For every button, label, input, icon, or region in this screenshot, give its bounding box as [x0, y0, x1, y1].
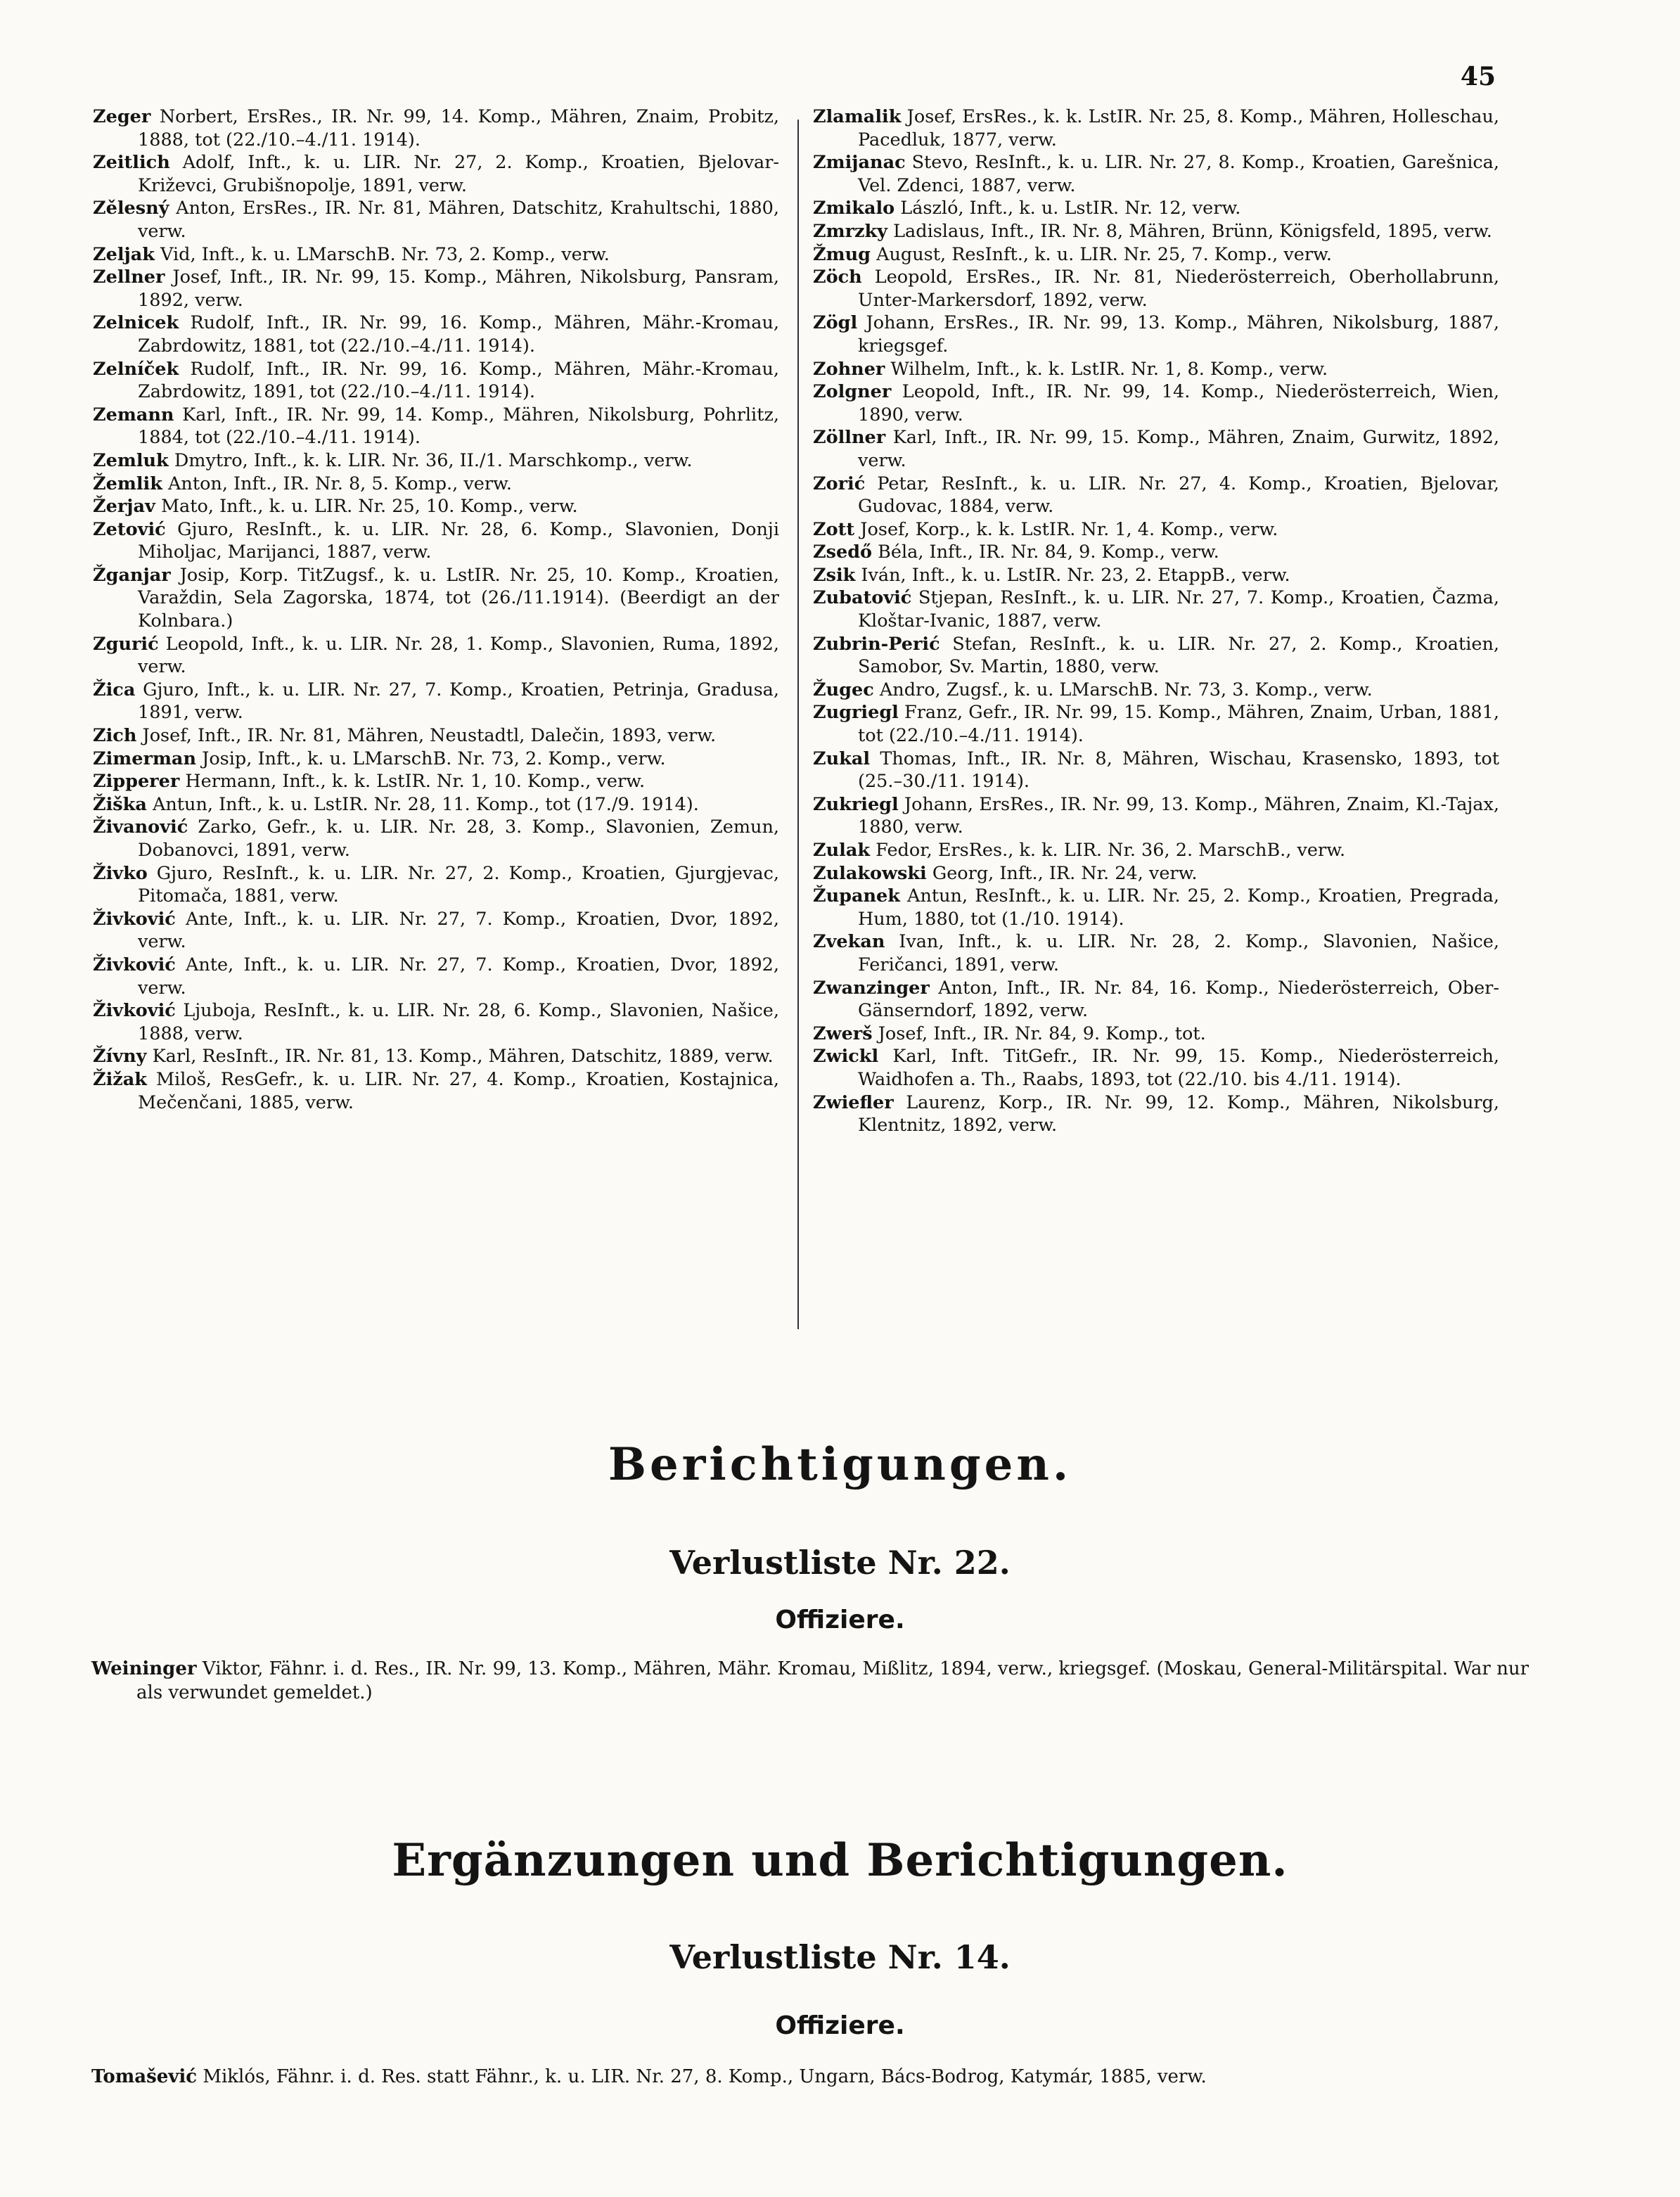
entry-name: Zeger — [93, 106, 151, 127]
entry-name: Živković — [93, 1000, 176, 1022]
list-item — [813, 358, 1499, 381]
entry-text: Karl, Inft., IR. Nr. 99, 14. Komp., Mähren, Nikolsburg, Pohrlitz, 1884, tot (22./10.–4./11. 1914). — [138, 404, 779, 449]
list-item — [93, 816, 779, 861]
list-item — [813, 151, 1499, 197]
list-item — [813, 518, 1499, 542]
entry-name: Zellner — [93, 267, 165, 288]
entry-text: Ladislaus, Inft., IR. Nr. 8, Mähren, Brünn, Königsfeld, 1895, verw. — [887, 220, 1492, 242]
list-item — [93, 862, 779, 908]
entry-name: Zeljak — [93, 243, 155, 265]
section-title-berichtigungen: Berichtigungen. — [608, 1438, 1072, 1491]
entry-name: Zubrin-Perić — [813, 633, 940, 655]
page-number: 45 — [1460, 62, 1496, 91]
entry-text: Antun, Inft., k. u. LstIR. Nr. 28, 11. Komp., tot (17./9. 1914). — [146, 793, 699, 815]
entry-text: Fedor, ErsRes., k. k. LIR. Nr. 36, 2. MarschB., verw. — [870, 840, 1346, 861]
entry-name: Zwanzinger — [813, 977, 930, 999]
list-item — [813, 862, 1499, 885]
entry-text: Wilhelm, Inft., k. k. LstIR. Nr. 1, 8. Komp., verw. — [885, 358, 1328, 380]
entry-text: Josef, Korp., k. k. LstIR. Nr. 1, 4. Komp., verw. — [854, 518, 1278, 540]
entry-name: Zott — [813, 518, 855, 540]
entry-name: Zmijanac — [813, 152, 906, 174]
list-item — [93, 312, 779, 357]
entry-name: Zeitlich — [93, 152, 170, 174]
list-item — [93, 518, 779, 564]
list-item — [93, 358, 779, 404]
entry-text: Stefan, ResInft., k. u. LIR. Nr. 27, 2. Komp., Kroatien, Samobor, Sv. Martin, 1880, verw. — [858, 633, 1499, 678]
list-item — [813, 633, 1499, 679]
entry-text: Zarko, Gefr., k. u. LIR. Nr. 28, 3. Komp., Slavonien, Zemun, Dobanovci, 1891, verw. — [138, 816, 779, 861]
entry-name: Zmikalo — [813, 198, 895, 219]
list-item — [813, 793, 1499, 839]
list-item — [813, 587, 1499, 632]
entry-text: Norbert, ErsRes., IR. Nr. 99, 14. Komp., Mähren, Znaim, Probitz, 1888, tot (22./10.–4./11. 1914). — [138, 106, 779, 150]
entry-text: Johann, ErsRes., IR. Nr. 99, 13. Komp., Mähren, Znaim, Kl.-Tajax, 1880, verw. — [858, 793, 1499, 838]
entry-text: Ante, Inft., k. u. LIR. Nr. 27, 7. Komp., Kroatien, Dvor, 1892, verw. — [138, 954, 779, 999]
entry-name: Živanović — [93, 816, 188, 838]
right-column — [813, 105, 1499, 1137]
entry-name: Zlamalik — [813, 106, 902, 127]
list-item — [813, 1045, 1499, 1091]
list-item — [813, 426, 1499, 472]
entry-text: Leopold, ErsRes., IR. Nr. 81, Niederösterreich, Oberhollabrunn, Unter-Markersdorf, 1892, verw. — [858, 267, 1499, 311]
entry-text: Dmytro, Inft., k. k. LIR. Nr. 36, II./1. Marschkomp., verw. — [168, 449, 693, 471]
list-item — [813, 473, 1499, 518]
entry-name: Žiška — [93, 793, 147, 815]
list-item — [93, 999, 779, 1045]
entry-text: Gjuro, Inft., k. u. LIR. Nr. 27, 7. Komp., Kroatien, Petrinja, Gradusa, 1891, verw. — [135, 679, 779, 724]
entry-name: Zögl — [813, 312, 858, 334]
list-item — [813, 701, 1499, 747]
entry-name: Žganjar — [93, 564, 171, 586]
entry-text: Hermann, Inft., k. k. LstIR. Nr. 1, 10. Komp., verw. — [179, 771, 646, 793]
entry-name: Živković — [93, 908, 176, 930]
entry-text: Leopold, Inft., IR. Nr. 99, 14. Komp., Niederösterreich, Wien, 1890, verw. — [858, 381, 1499, 425]
list-item — [93, 197, 779, 243]
entry-text: Josip, Korp. TitZugsf., k. u. LstIR. Nr. 25, 10. Komp., Kroatien, Varaždin, Sela Zagorska, 1874, tot (26./11.1914). (Beerdigt an der Kolnbara.) — [138, 564, 779, 632]
list-item — [93, 770, 779, 793]
entry-name: Zwiefler — [813, 1091, 894, 1113]
list-item — [93, 266, 779, 312]
entry-name: Žemlik — [93, 473, 162, 494]
section-title-ergaenzungen: Ergänzungen und Berichtigungen. — [392, 1834, 1288, 1887]
list-item — [93, 748, 779, 771]
entry-text: Karl, Inft., IR. Nr. 99, 15. Komp., Mähren, Znaim, Gurwitz, 1892, verw. — [858, 427, 1499, 471]
entry-text: Georg, Inft., IR. Nr. 24, verw. — [926, 862, 1198, 884]
entry-name: Živković — [93, 954, 176, 975]
entry-name: Weininger — [91, 1658, 197, 1679]
entry-text: Andro, Zugsf., k. u. LMarschB. Nr. 73, 3. Komp., verw. — [873, 679, 1373, 700]
list-item — [813, 930, 1499, 976]
list-item — [93, 564, 779, 633]
list-item — [93, 633, 779, 679]
entry-text: Antun, ResInft., k. u. LIR. Nr. 25, 2. Komp., Kroatien, Pregrada, Hum, 1880, tot (1./10. 1914). — [858, 885, 1499, 930]
entry-text: Gjuro, ResInft., k. u. LIR. Nr. 28, 6. Komp., Slavonien, Donji Miholjac, Marijanci, 1887, verw. — [138, 518, 779, 563]
entry-name: Zich — [93, 725, 137, 747]
entry-name: Tomašević — [91, 2066, 198, 2087]
list-item — [813, 243, 1499, 267]
entry-text: Karl, ResInft., IR. Nr. 81, 13. Komp., Mähren, Datschitz, 1889, verw. — [146, 1046, 774, 1068]
list-item — [93, 449, 779, 473]
entry-text: Adolf, Inft., k. u. LIR. Nr. 27, 2. Komp., Kroatien, Bjelovar-Križevci, Grubišnopolje, 1891, verw. — [138, 152, 779, 196]
entry-text: Iván, Inft., k. u. LstIR. Nr. 23, 2. EtappB., verw. — [855, 564, 1290, 586]
entry-text: Karl, Inft. TitGefr., IR. Nr. 99, 15. Komp., Niederösterreich, Waidhofen a. Th., Raabs, 1893, tot (22./10. bis 4./11. 1914). — [858, 1046, 1499, 1090]
entry-name: Zemann — [93, 404, 174, 425]
entry-text: László, Inft., k. u. LstIR. Nr. 12, verw. — [894, 198, 1241, 219]
list-item — [93, 793, 779, 816]
list-item — [93, 495, 779, 518]
entry-text: Ante, Inft., k. u. LIR. Nr. 27, 7. Komp., Kroatien, Dvor, 1892, verw. — [138, 908, 779, 953]
list-item — [93, 679, 779, 724]
list-item — [813, 197, 1499, 220]
entry-text: Ljuboja, ResInft., k. u. LIR. Nr. 28, 6. Komp., Slavonien, Našice, 1888, verw. — [138, 1000, 779, 1044]
entry-name: Zolgner — [813, 381, 892, 403]
entry-text: Petar, ResInft., k. u. LIR. Nr. 27, 4. Komp., Kroatien, Bjelovar, Gudovac, 1884, verw. — [858, 473, 1499, 518]
list-item — [813, 312, 1499, 357]
section-subtitle-verlustliste-22: Verlustliste Nr. 22. — [669, 1544, 1011, 1582]
entry-name: Žugec — [813, 679, 874, 700]
entry-text: Anton, ErsRes., IR. Nr. 81, Mähren, Datschitz, Krahultschi, 1880, verw. — [138, 198, 779, 242]
entry-name: Zimerman — [93, 748, 196, 769]
left-column — [93, 105, 779, 1114]
entry-name: Zohner — [813, 358, 885, 380]
entry-text: Miklós, Fähnr. i. d. Res. statt Fähnr., k. u. LIR. Nr. 27, 8. Komp., Ungarn, Bács-Bodrog, Katymár, 1885, verw. — [197, 2066, 1207, 2087]
list-item — [813, 380, 1499, 426]
entry-name: Zelnicek — [93, 312, 179, 334]
entry-name: Zorić — [813, 473, 866, 494]
list-item — [813, 1091, 1499, 1137]
entry-name: Žmug — [813, 243, 871, 265]
list-item — [813, 541, 1499, 564]
entry-name: Zulak — [813, 840, 871, 861]
entry-text: Béla, Inft., IR. Nr. 84, 9. Komp., verw. — [872, 542, 1219, 563]
list-item — [93, 473, 779, 496]
entry-text: Rudolf, Inft., IR. Nr. 99, 16. Komp., Mähren, Mähr.-Kromau, Zabrdowitz, 1891, tot (22./10.–4./11. 1914). — [138, 358, 779, 403]
list-item — [813, 105, 1499, 151]
section-subtitle-verlustliste-14: Verlustliste Nr. 14. — [669, 1938, 1011, 1976]
list-item — [813, 885, 1499, 930]
entry-name: Zukal — [813, 748, 871, 769]
entry-text: Gjuro, ResInft., k. u. LIR. Nr. 27, 2. Komp., Kroatien, Gjurgjevac, Pitomača, 1881, verw. — [138, 862, 779, 907]
entry-name: Zemluk — [93, 449, 169, 471]
section-category-offiziere-2: Offiziere. — [775, 2011, 905, 2040]
list-item — [813, 679, 1499, 702]
entry-name: Zsik — [813, 564, 856, 586]
entry-name: Županek — [813, 885, 900, 907]
correction-entry-2 — [91, 2065, 1529, 2089]
entry-text: August, ResInft., k. u. LIR. Nr. 25, 7. Komp., verw. — [870, 243, 1332, 265]
entry-name: Zvekan — [813, 931, 885, 953]
entry-text: Vid, Inft., k. u. LMarschB. Nr. 73, 2. Komp., verw. — [154, 243, 610, 265]
entry-text: Josef, Inft., IR. Nr. 81, Mähren, Neustadtl, Dalečin, 1893, verw. — [136, 725, 717, 747]
entry-text: Franz, Gefr., IR. Nr. 99, 15. Komp., Mähren, Znaim, Urban, 1881, tot (22./10.–4./11. 1914). — [858, 702, 1499, 747]
correction-entry-1 — [91, 1657, 1529, 1705]
entry-name: Zipperer — [93, 771, 180, 793]
entry-text: Stjepan, ResInft., k. u. LIR. Nr. 27, 7. Komp., Kroatien, Čazma, Kloštar-Ivanic, 1887, verw. — [858, 587, 1499, 632]
entry-text: Josip, Inft., k. u. LMarschB. Nr. 73, 2. Komp., verw. — [196, 748, 666, 769]
list-item — [93, 404, 779, 449]
column-divider — [797, 120, 799, 1329]
entry-text: Johann, ErsRes., IR. Nr. 99, 13. Komp., Mähren, Nikolsburg, 1887, kriegsgef. — [857, 312, 1499, 357]
list-item — [93, 105, 779, 151]
entry-name: Zöllner — [813, 427, 886, 449]
list-item — [93, 908, 779, 954]
casualty-list-columns — [93, 105, 1499, 1329]
entry-name: Žica — [93, 679, 136, 700]
list-item — [93, 1045, 779, 1068]
entry-name: Zělesný — [93, 198, 169, 219]
entry-text: Josef, Inft., IR. Nr. 84, 9. Komp., tot. — [872, 1023, 1206, 1044]
list-item — [93, 243, 779, 267]
list-item — [813, 220, 1499, 243]
list-item — [813, 748, 1499, 793]
entry-name: Zmrzky — [813, 220, 887, 242]
list-item — [813, 839, 1499, 862]
entry-name: Zulakowski — [813, 862, 927, 884]
list-item — [813, 977, 1499, 1023]
list-item — [813, 564, 1499, 587]
list-item — [93, 151, 779, 197]
entry-name: Živko — [93, 862, 148, 884]
entry-name: Zsedő — [813, 542, 873, 563]
entry-text: Laurenz, Korp., IR. Nr. 99, 12. Komp., Mähren, Nikolsburg, Klentnitz, 1892, verw. — [858, 1091, 1499, 1136]
list-item — [813, 1023, 1499, 1046]
entry-name: Zukriegl — [813, 793, 899, 815]
list-item — [93, 1068, 779, 1114]
entry-name: Zubatović — [813, 587, 912, 609]
entry-name: Žerjav — [93, 496, 155, 518]
entry-name: Zwickl — [813, 1046, 879, 1068]
entry-text: Stevo, ResInft., k. u. LIR. Nr. 27, 8. Komp., Kroatien, Garešnica, Vel. Zdenci, 1887, verw. — [858, 152, 1499, 196]
entry-text: Anton, Inft., IR. Nr. 8, 5. Komp., verw. — [162, 473, 512, 494]
entry-text: Josef, Inft., IR. Nr. 99, 15. Komp., Mähren, Nikolsburg, Pansram, 1892, verw. — [138, 267, 779, 311]
entry-text: Anton, Inft., IR. Nr. 84, 16. Komp., Niederösterreich, Ober-Gänserndorf, 1892, verw. — [858, 977, 1499, 1022]
list-item — [93, 724, 779, 748]
entry-name: Zöch — [813, 267, 862, 288]
entry-name: Zetović — [93, 518, 166, 540]
list-item — [813, 266, 1499, 312]
entry-name: Zwerš — [813, 1023, 873, 1044]
entry-text: Josef, ErsRes., k. k. LstIR. Nr. 25, 8. Komp., Mähren, Holleschau, Pacedluk, 1877, verw. — [858, 106, 1499, 150]
entry-name: Žívny — [93, 1046, 147, 1068]
entry-text: Ivan, Inft., k. u. LIR. Nr. 28, 2. Komp., Slavonien, Našice, Feričanci, 1891, verw. — [858, 931, 1499, 975]
entry-text: Miloš, ResGefr., k. u. LIR. Nr. 27, 4. Komp., Kroatien, Kostajnica, Mečenčani, 1885, verw. — [138, 1068, 779, 1113]
section-category-offiziere-1: Offiziere. — [775, 1606, 905, 1634]
entry-text: Viktor, Fähnr. i. d. Res., IR. Nr. 99, 13. Komp., Mähren, Mähr. Kromau, Mißlitz, 1894, verw., kriegsgef. (Moskau, General-Militärspital. War nur als verwundet gemeldet.) — [136, 1658, 1529, 1703]
entry-text: Rudolf, Inft., IR. Nr. 99, 16. Komp., Mähren, Mähr.-Kromau, Zabrdowitz, 1881, tot (22./10.–4./11. 1914). — [138, 312, 779, 357]
list-item — [93, 954, 779, 999]
entry-text: Mato, Inft., k. u. LIR. Nr. 25, 10. Komp., verw. — [155, 496, 578, 518]
entry-name: Zugriegl — [813, 702, 899, 724]
entry-name: Žižak — [93, 1068, 147, 1090]
entry-name: Zelníček — [93, 358, 179, 380]
entry-name: Zgurić — [93, 633, 159, 655]
entry-text: Leopold, Inft., k. u. LIR. Nr. 28, 1. Komp., Slavonien, Ruma, 1892, verw. — [138, 633, 779, 678]
entry-text: Thomas, Inft., IR. Nr. 8, Mähren, Wischau, Krasensko, 1893, tot (25.–30./11. 1914). — [858, 748, 1499, 793]
